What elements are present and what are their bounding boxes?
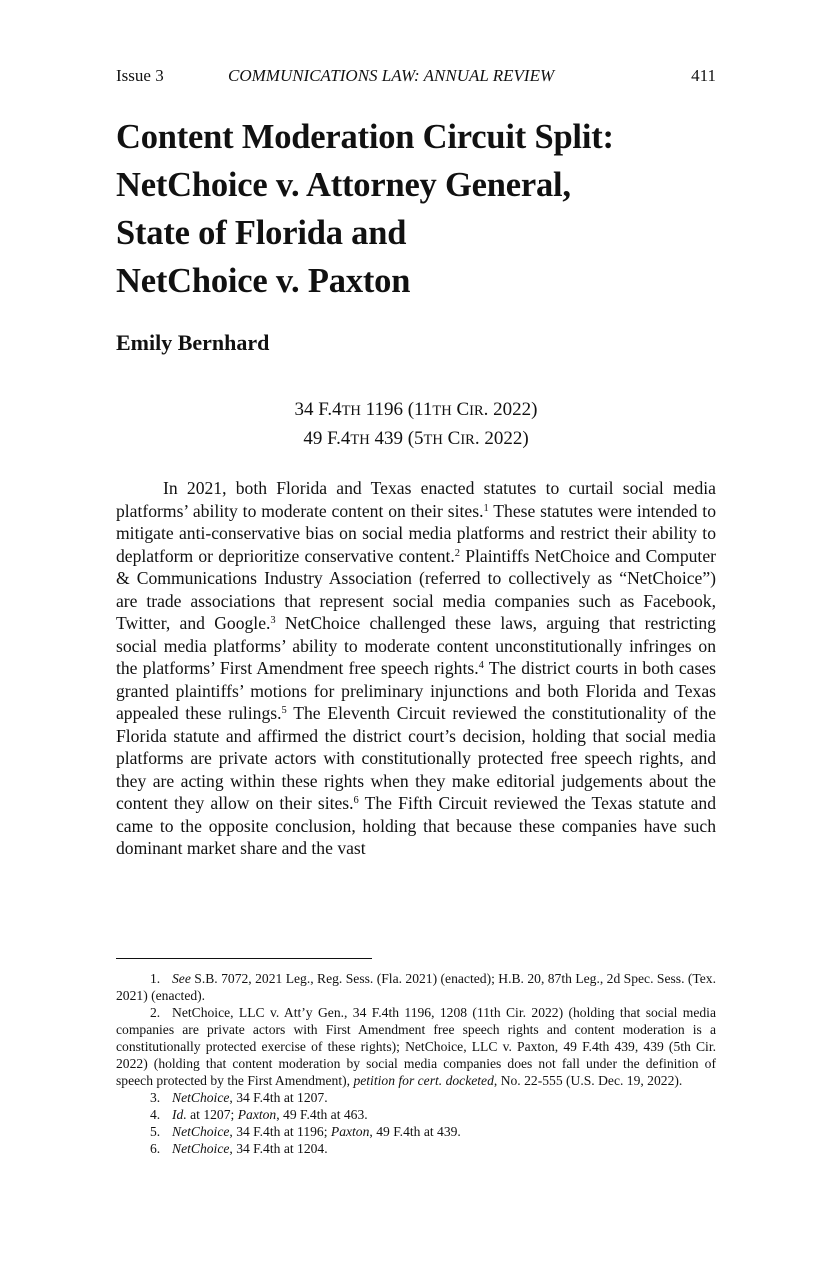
footnote-divider bbox=[116, 958, 372, 959]
journal-name: COMMUNICATIONS LAW: ANNUAL REVIEW bbox=[228, 66, 555, 85]
footnote-ref[interactable]: 5 bbox=[281, 705, 287, 716]
title-line: NetChoice v. Paxton bbox=[116, 262, 411, 300]
footnote-ref[interactable]: 3 bbox=[270, 615, 276, 626]
issue-label: Issue 3 bbox=[116, 66, 164, 85]
article-title bbox=[116, 113, 716, 305]
citation-line: 49 F.4TH 439 (5TH CIR. 2022) bbox=[303, 428, 529, 449]
footnote: 5. NetChoice, 34 F.4th at 1196; Paxton, 49 F.4th at 439. bbox=[150, 1124, 461, 1139]
footnote-ref[interactable]: 1 bbox=[483, 502, 489, 514]
footnote: 2. NetChoice, LLC v. Att’y Gen., 34 F.4th 1196, 1208 (11th Cir. 2022) (holding that social media companies are private actors with First Amendment free speech rights and content moderation is a constitutionally protected exercise of these rights); NetChoice, LLC v. Paxton, 49 F.4th 439, 439 (5th Cir. 2022) (holding that content moderation by social media companies does not fall under the definition of speech protected by the First Amendment), petition for cert. docketed, No. 22-555 (U.S. Dec. 19, 2022). bbox=[116, 1005, 716, 1088]
case-citations bbox=[116, 396, 716, 454]
footnote-ref[interactable]: 2 bbox=[454, 547, 461, 559]
footnote-ref[interactable]: 6 bbox=[353, 795, 359, 806]
title-line: State of Florida and bbox=[116, 214, 407, 252]
page-number: 411 bbox=[691, 66, 716, 85]
citation-line: 34 F.4TH 1196 (11TH CIR. 2022) bbox=[294, 399, 538, 420]
footnote: 6. NetChoice, 34 F.4th at 1204. bbox=[150, 1141, 328, 1156]
title-line: Content Moderation Circuit Split: bbox=[116, 118, 614, 156]
footnote: 3. NetChoice, 34 F.4th at 1207. bbox=[150, 1090, 328, 1105]
footnote-ref[interactable]: 4 bbox=[478, 660, 484, 671]
author-name: Emily Bernhard bbox=[116, 330, 270, 355]
footnote: 4. Id. at 1207; Paxton, 49 F.4th at 463. bbox=[150, 1107, 368, 1122]
body-paragraph: In 2021, both Florida and Texas enacted statutes to curtail social media platforms’ ability to moderate content on their sites.$^1$ These statutes were intended to mitigate anti-conservative bias on social media platforms and restrict their ability to deplatform or deprioritize conservative content.$^2$ Plaintiffs NetChoice and Computer & Communications Industry Association (referred to collectively as “NetChoice”) are trade associations that represent social media companies such as Facebook, Twitter, and Google.$^3$ NetChoice challenged these laws, arguing that restricting social media platforms’ ability to moderate content unconstitutionally infringes on the platforms’ First Amendment free speech rights.$^4$ The district courts in both cases granted plaintiffs’ motions for preliminary injunctions and both Florida and Texas appealed these rulings.$^5$ The Eleventh Circuit reviewed the constitutionality of the Florida statute and affirmed the district court’s decision, holding that social media platforms are private actors with constitutionally protected free speech rights, and they are acting within these rights when they make editorial judgements about the content they allow on their sites.$^6$ The Fifth Circuit reviewed the Texas statute and came to the opposite conclusion, holding that because these companies have such dominant market share and the vast bbox=[116, 478, 717, 858]
title-line: NetChoice v. Attorney General, bbox=[116, 166, 571, 204]
running-header bbox=[116, 66, 716, 88]
footnote: 1. See S.B. 7072, 2021 Leg., Reg. Sess. (Fla. 2021) (enacted); H.B. 20, 87th Leg., 2d Spec. Sess. (Tex. 2021) (enacted). bbox=[116, 971, 716, 1003]
footnotes bbox=[116, 970, 716, 1157]
